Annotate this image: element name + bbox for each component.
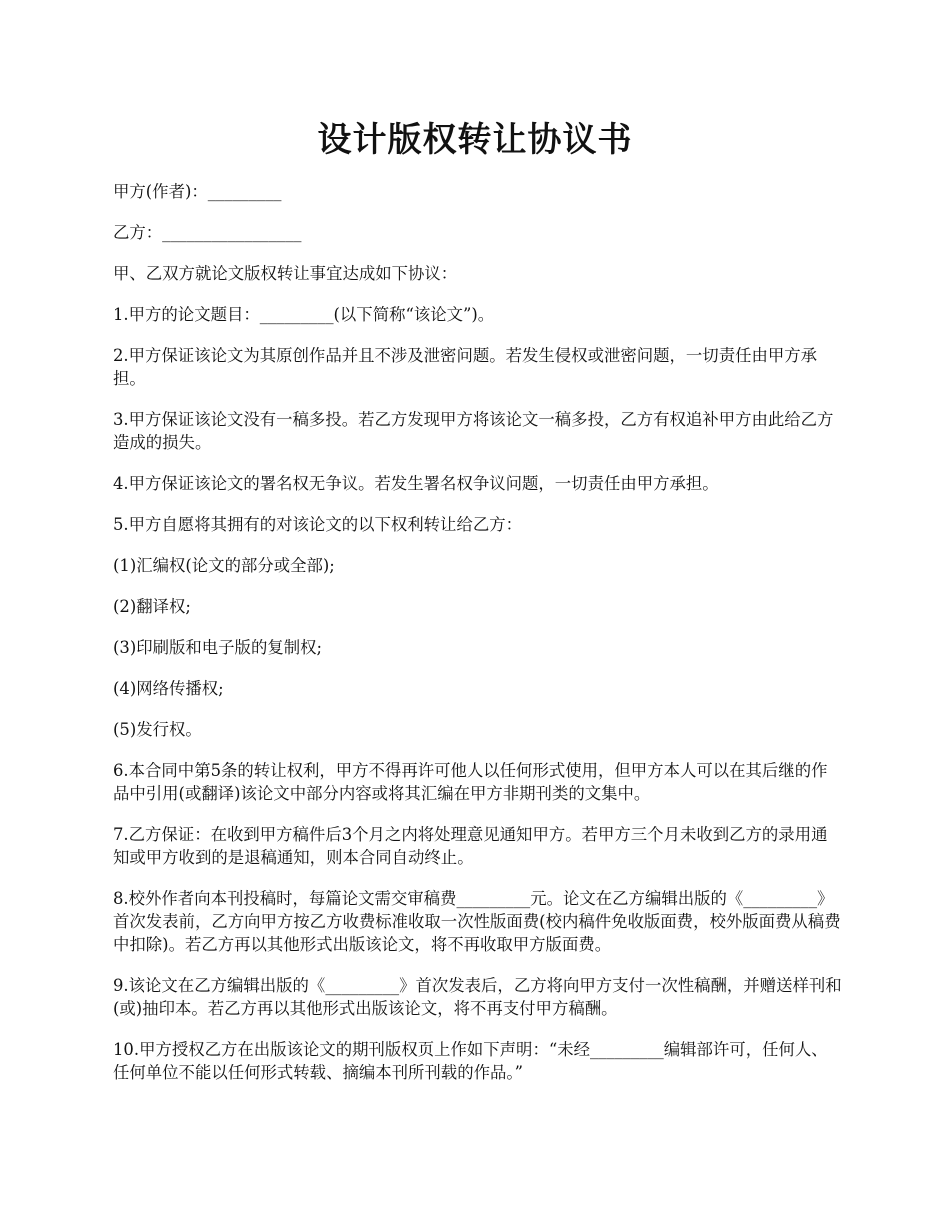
clause-5-item-5: (5)发行权。: [113, 720, 202, 739]
clause-5-item-1: (1)汇编权(论文的部分或全部);: [113, 556, 335, 575]
document-title: 设计版权转让协议书: [317, 120, 633, 160]
clause-9: 9.该论文在乙方编辑出版的《_________》首次发表后，乙方将向甲方支付一次性稿酬，并赠送样刊和(或)抽印本。若乙方再以其他形式出版该论文，将不再支付甲方稿酬。: [113, 976, 842, 1018]
agreement-intro: 甲、乙双方就论文版权转让事宜达成如下协议：: [113, 264, 458, 283]
clause-2: 2.甲方保证该论文为其原创作品并且不涉及泄密问题。若发生侵权或泄密问题，一切责任由甲方承担。: [113, 346, 818, 388]
clause-6: 6.本合同中第5条的转让权利，甲方不得再许可他人以任何形式使用，但甲方本人可以在其后继的作品中引用(或翻译)该论文中部分内容或将其汇编在甲方非期刊类的文集中。: [113, 761, 828, 803]
clause-7: 7.乙方保证：在收到甲方稿件后3个月之内将处理意见通知甲方。若甲方三个月未收到乙方的录用通知或甲方收到的是退稿通知，则本合同自动终止。: [113, 825, 828, 867]
clause-5-item-2: (2)翻译权;: [113, 597, 191, 616]
clause-1: 1.甲方的论文题目：_________(以下简称“该论文”)。: [113, 305, 495, 324]
document-body: [113, 180, 843, 1102]
clause-5-item-4: (4)网络传播权;: [113, 679, 224, 698]
clause-10: 10.甲方授权乙方在出版该论文的期刊版权页上作如下声明：“未经_________编辑部许可，任何人、任何单位不能以任何形式转载、摘编本刊所刊载的作品。”: [113, 1040, 828, 1082]
clause-3: 3.甲方保证该论文没有一稿多投。若乙方发现甲方将该论文一稿多投，乙方有权追补甲方由此给乙方造成的损失。: [113, 410, 834, 452]
clause-8: 8.校外作者向本刊投稿时，每篇论文需交审稿费_________元。论文在乙方编辑出版的《_________》首次发表前，乙方向甲方按乙方收费标准收取一次性版面费(校内稿件免收版面费，校外版面费从稿费中扣除)。若乙方再以其他形式出版该论文，将不再收取甲方版面费。: [113, 889, 841, 954]
party-b-line: 乙方：_________________: [113, 223, 302, 242]
clause-5: 5.甲方自愿将其拥有的对该论文的以下权利转让给乙方：: [113, 515, 523, 534]
clause-4: 4.甲方保证该论文的署名权无争议。若发生署名权争议问题，一切责任由甲方承担。: [113, 474, 719, 493]
party-a-line: 甲方(作者)：_________: [113, 182, 282, 201]
clause-5-item-3: (3)印刷版和电子版的复制权;: [113, 638, 323, 657]
